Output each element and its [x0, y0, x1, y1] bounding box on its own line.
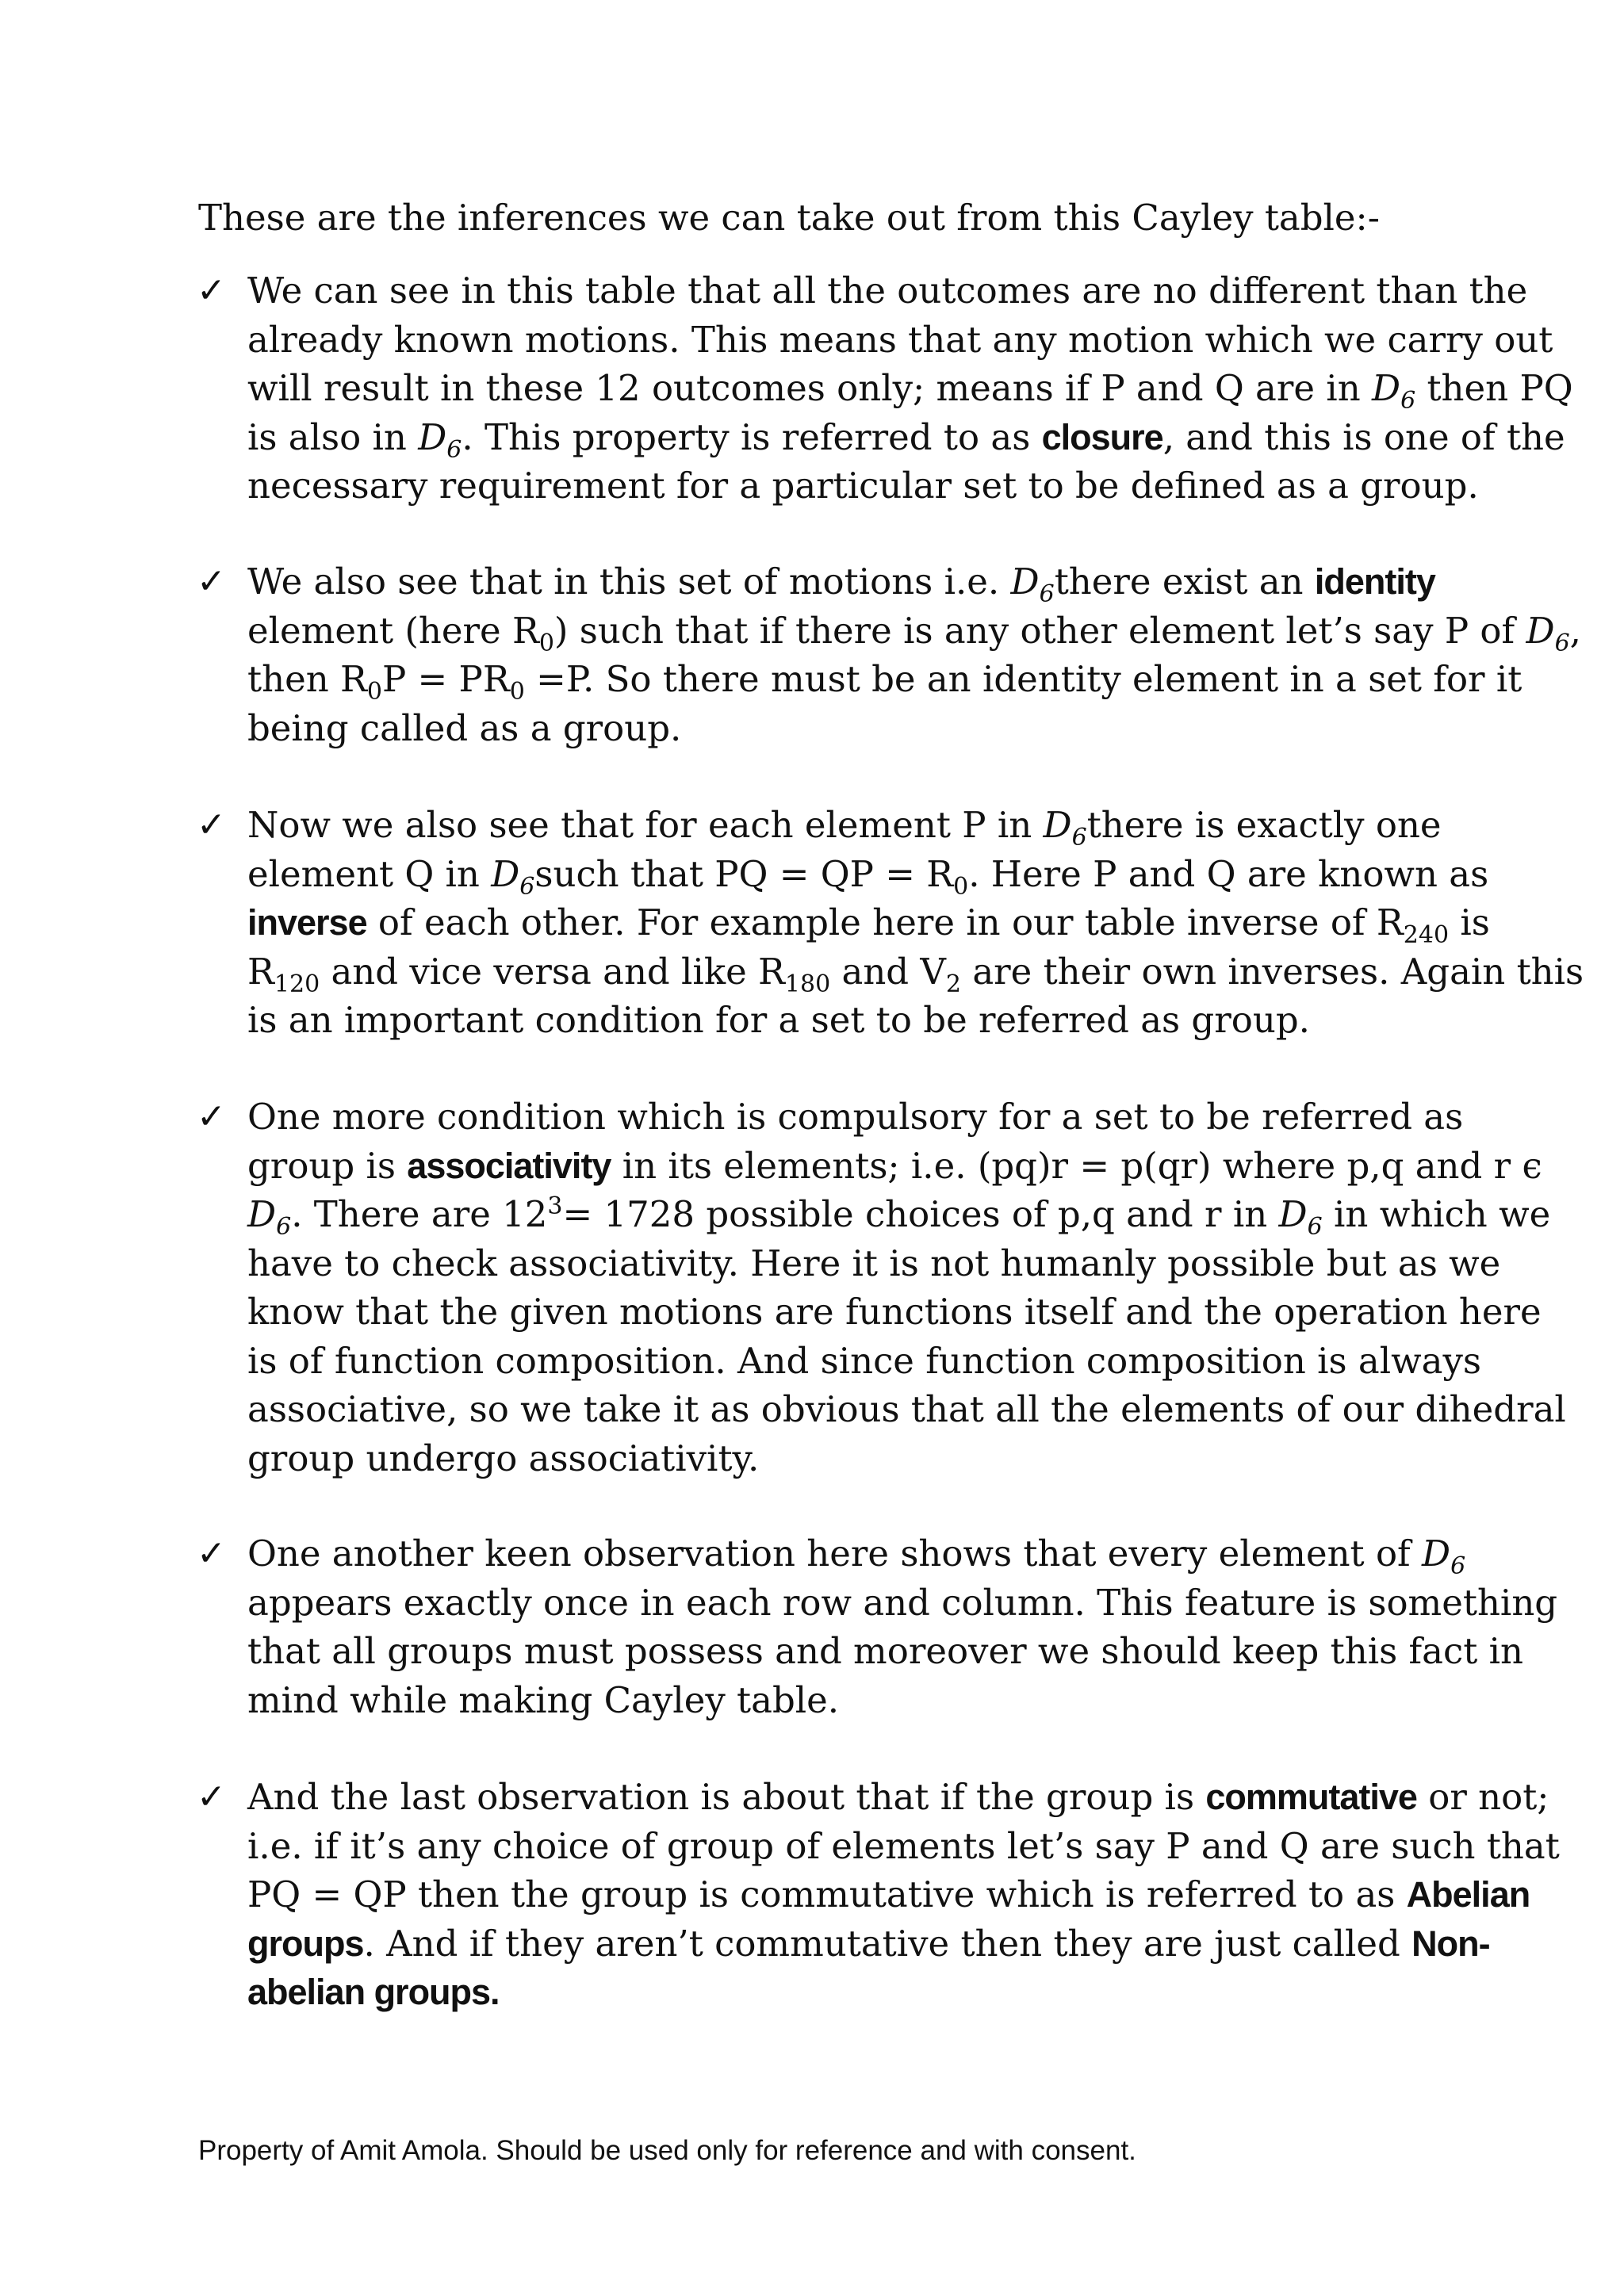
text-line	[247, 1578, 1558, 1628]
text-run: = 1728 possible choices of p,q and r in	[562, 1193, 1279, 1235]
text-line	[247, 996, 1445, 1045]
text-line	[247, 655, 1522, 706]
text-run: such that PQ = QP = R	[534, 852, 954, 895]
text-run: is also in	[247, 415, 419, 458]
text-run: 6	[446, 435, 462, 464]
text-run: One more condition which is compulsory for a set to be referred as	[247, 1096, 1464, 1138]
text-run: and vice versa and like R	[320, 950, 785, 993]
text-line	[247, 364, 1573, 415]
text-line	[247, 801, 1445, 850]
text-run: 0	[538, 629, 554, 657]
text-run: abelian groups.	[247, 1972, 500, 2012]
text-line	[247, 1434, 1445, 1483]
list-item-text	[247, 266, 1573, 511]
text-run: . This property is referred to as	[462, 415, 1042, 458]
text-run: D	[1043, 804, 1072, 846]
text-run: then R	[247, 658, 367, 700]
text-line	[247, 1239, 1501, 1288]
text-run: inverse	[247, 902, 367, 943]
text-line	[247, 850, 1489, 901]
text-run: 6	[1307, 1213, 1323, 1241]
text-line	[247, 266, 1528, 316]
text-run: One another keen observation here shows that every element of	[247, 1533, 1423, 1575]
text-run: 6	[519, 872, 535, 901]
text-run: being called as a group.	[247, 706, 682, 749]
checkmark-icon: ✓	[197, 561, 226, 602]
text-run: . Here P and Q are known as	[968, 852, 1489, 895]
text-run: D	[1422, 1533, 1451, 1575]
text-run: . There are 12	[291, 1193, 548, 1235]
text-run: . And if they aren’t commutative then they are just called	[363, 1922, 1412, 1965]
text-run: And the last observation is about that if the group is	[247, 1776, 1206, 1818]
text-run: ) such that if there is any other element let’s say P of	[553, 609, 1526, 652]
text-run: 6	[1039, 580, 1055, 608]
text-run: necessary requirement for a particular set to be defined as a group.	[247, 465, 1479, 507]
list-item-text	[247, 1529, 1558, 1724]
text-run: of each other. For example here in our table inverse of R	[366, 901, 1404, 943]
text-run: , and this is one of the	[1162, 415, 1565, 458]
text-line	[247, 1870, 1530, 1919]
text-run: ,	[1569, 609, 1581, 652]
text-run: in its elements; i.e. (pq)r = p(qr) where p,q and r ϵ	[611, 1144, 1542, 1187]
checkmark-icon: ✓	[197, 1533, 226, 1574]
text-line	[247, 1142, 1542, 1191]
footer-note: Property of Amit Amola. Should be used only for reference and with consent.	[198, 2135, 1136, 2166]
text-line	[247, 1529, 1466, 1580]
text-run: 3	[547, 1192, 563, 1220]
text-line	[247, 557, 1445, 607]
text-run: Abelian	[1406, 1874, 1530, 1915]
list-item-text	[247, 557, 1581, 752]
text-run: D	[247, 1193, 277, 1235]
text-run: is an important condition for a set to be referred as group.	[247, 999, 1310, 1041]
checkmark-icon: ✓	[197, 805, 226, 845]
text-run: Non-	[1411, 1923, 1490, 1964]
text-run: D	[1278, 1193, 1308, 1235]
text-run: D	[1010, 561, 1040, 603]
text-run: that all groups must possess and moreover we should keep this fact in	[247, 1630, 1523, 1672]
text-run: element (here R	[247, 609, 539, 652]
text-run: P = PR	[381, 658, 510, 700]
text-run: groups	[247, 1923, 364, 1964]
text-line	[247, 947, 1584, 998]
text-run: or not;	[1416, 1776, 1549, 1818]
text-run: D	[418, 415, 447, 458]
text-run: 6	[1071, 824, 1087, 851]
text-run: 6	[1450, 1552, 1466, 1580]
checkmark-icon: ✓	[197, 1777, 226, 1817]
text-line	[247, 1919, 1490, 1969]
checkmark-icon: ✓	[197, 270, 226, 311]
text-run: 0	[953, 872, 969, 901]
text-run: already known motions. This means that any motion which we carry out	[247, 318, 1553, 361]
text-line	[247, 1627, 1523, 1676]
text-run: know that the given motions are functions itself and the operation here	[247, 1291, 1542, 1333]
text-run: We also see that in this set of motions i.e.	[247, 561, 1011, 603]
text-run: D	[491, 852, 520, 895]
text-run: are their own inverses. Again this	[961, 950, 1584, 993]
text-line	[247, 607, 1581, 657]
text-line	[247, 898, 1490, 949]
text-run: and V	[830, 950, 946, 993]
text-run: is	[1449, 901, 1490, 943]
text-line	[247, 461, 1479, 511]
text-line	[247, 1385, 1566, 1434]
text-run: i.e. if it’s any choice of group of elements let’s say P and Q are such that	[247, 1824, 1560, 1867]
text-run: associativity	[407, 1145, 611, 1186]
list-item-text	[247, 801, 1584, 1045]
text-run: R	[247, 950, 274, 993]
text-run: 0	[509, 678, 525, 706]
text-run: in which we	[1322, 1193, 1551, 1235]
text-run: We can see in this table that all the outcomes are no different than the	[247, 270, 1528, 312]
text-line	[247, 1773, 1549, 1822]
text-line	[247, 1676, 1445, 1725]
text-line	[247, 316, 1553, 365]
text-line	[247, 1337, 1481, 1386]
text-run: then PQ	[1415, 367, 1573, 409]
text-run: 6	[1400, 387, 1416, 415]
text-run: element Q in	[247, 852, 492, 895]
text-run: PQ = QP then the group is commutative which is referred to as	[247, 1873, 1407, 1915]
text-run: identity	[1314, 561, 1435, 602]
text-run: Now we also see that for each element P in	[247, 804, 1044, 846]
intro-text: These are the inferences we can take out from this Cayley table:-	[198, 197, 1380, 239]
list-item-text	[247, 1773, 1560, 2017]
text-run: appears exactly once in each row and column. This feature is something	[247, 1581, 1558, 1624]
text-line	[247, 1190, 1551, 1241]
text-run: associative, so we take it as obvious that all the elements of our dihedral	[247, 1388, 1566, 1430]
text-run: 0	[366, 678, 382, 706]
text-run: 6	[276, 1213, 292, 1241]
list-item-text	[247, 1093, 1566, 1483]
text-run: is of function composition. And since function composition is always	[247, 1339, 1481, 1382]
text-run: group undergo associativity.	[247, 1437, 760, 1479]
text-run: D	[1371, 367, 1401, 409]
text-run: 2	[945, 970, 962, 998]
text-run: 6	[1554, 629, 1570, 657]
text-line	[247, 413, 1565, 464]
text-run: closure	[1041, 416, 1163, 457]
text-run: mind while making Cayley table.	[247, 1678, 840, 1721]
text-line	[247, 1093, 1464, 1142]
text-run: 240	[1403, 921, 1450, 949]
text-run: 180	[784, 970, 831, 998]
text-line	[247, 1288, 1542, 1337]
text-run: there exist an	[1054, 561, 1315, 603]
text-run: will result in these 12 outcomes only; means if P and Q are in	[247, 367, 1372, 409]
text-run: group is	[247, 1144, 408, 1187]
text-line	[247, 1968, 1445, 2017]
checkmark-icon: ✓	[197, 1096, 226, 1137]
text-run: have to check associativity. Here it is not humanly possible but as we	[247, 1242, 1501, 1284]
text-line	[247, 704, 1445, 753]
text-run: commutative	[1205, 1777, 1417, 1817]
text-run: =P. So there must be an identity element in a set for it	[524, 658, 1522, 700]
text-run: there is exactly one	[1086, 804, 1442, 846]
text-run: D	[1526, 609, 1555, 652]
text-run: 120	[274, 970, 320, 998]
text-line	[247, 1822, 1560, 1871]
